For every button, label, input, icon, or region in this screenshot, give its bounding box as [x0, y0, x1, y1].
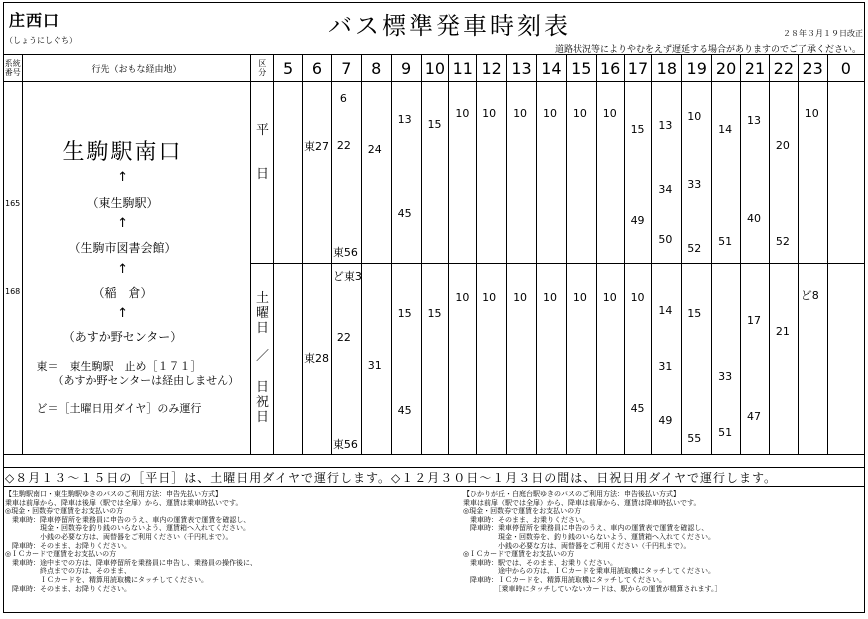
cell-weekday-19 [682, 82, 712, 264]
cell-weekday-11 [449, 82, 477, 264]
route-cell [4, 82, 23, 455]
minute: 21 [775, 325, 790, 338]
cell-weekday-13 [507, 82, 537, 264]
minute: 10 [572, 291, 587, 304]
fare-instructions-left: 【生駒駅南口・東生駒駅ゆきのバスのご利用方法：申告先払い方式】 乗車は前扉から、降車は後扉（駅では全扉）から、運賃は乗車時払いです。 ◎現金・回数券で運賃をお支払いの方 乗車時：降車停留所を乗務員に申告のうえ、車内の運賃表で運賃を確認し、 現金・回数券を釣り銭のいらないよう、運賃箱へ入れてください。 小銭の必要な方は、両替器をご利用ください（千円札まで）。 降車時：そのまま、お降りください。 ◎ＩＣカードで運賃をお支払いの方 乗車時：途中までの方は、降車停留所を乗務員に申告し、乗務員の操作後に、 終点までの方は、そのまま、 ＩＣカードを、精算用読取機にタッチしてください。 降車時：そのまま、お降りください。 [5, 490, 257, 593]
minute: ど8 [800, 289, 819, 302]
hour-16: 16 [596, 55, 624, 82]
minute: 東28 [303, 352, 329, 365]
minute: 10 [513, 107, 528, 120]
kubun-char: 日 [255, 380, 269, 395]
hour-13: 13 [507, 55, 537, 82]
cell-holiday-11 [449, 264, 477, 455]
stop-name: 庄西口 [9, 11, 61, 30]
minute: 22 [336, 331, 351, 344]
cell-weekday-21 [741, 82, 770, 264]
kubun-header: 区 分 [251, 55, 274, 82]
minute: 10 [455, 107, 470, 120]
route-number: 165 [5, 199, 21, 208]
minute: 52 [775, 235, 790, 248]
timetable-sheet [3, 2, 865, 615]
minute: 10 [513, 291, 528, 304]
cell-holiday-8 [361, 264, 391, 455]
minute: 33 [718, 370, 733, 383]
cell-weekday-6 [302, 82, 331, 264]
minute: 15 [427, 307, 442, 320]
minute: 17 [747, 314, 762, 327]
kubun-char: 土 [255, 291, 269, 306]
cell-holiday-14 [536, 264, 566, 455]
hour-8: 8 [361, 55, 391, 82]
minute: 10 [482, 291, 497, 304]
minute: 6 [339, 92, 347, 105]
hour-22: 22 [769, 55, 798, 82]
minute: 15 [427, 118, 442, 131]
minute: 52 [687, 242, 702, 255]
cell-holiday-10 [421, 264, 449, 455]
kubun-char: 平 [255, 123, 269, 138]
holiday-schedule-banner: ◇８月１３～１５日の［平日］は、土曜日用ダイヤで運行します。◇１２月３０日～１月３日の間は、日祝日用ダイヤで運行します。 [3, 467, 865, 487]
destination-main: 生駒駅南口 [62, 140, 183, 165]
legend-note: （あすか野センターは経由しません） [52, 374, 240, 387]
cell-weekday-23 [798, 82, 827, 264]
minute: 31 [367, 359, 382, 372]
revision-date: ２８年３月１９日改正 [783, 29, 863, 38]
cell-holiday-6 [302, 264, 331, 455]
cell-holiday-17 [624, 264, 652, 455]
destination-cell [22, 82, 251, 455]
kubun-char: 日 [255, 321, 269, 336]
kubun-char: ／ [255, 349, 269, 364]
cell-holiday-13 [507, 264, 537, 455]
cell-holiday-7 [331, 264, 361, 455]
minute: ど東3 [332, 270, 362, 283]
minute: 14 [718, 123, 733, 136]
route-number-header: 系統 番号 [4, 55, 23, 82]
minute: 10 [542, 107, 557, 120]
hour-15: 15 [566, 55, 596, 82]
cell-weekday-18 [652, 82, 682, 264]
kubun-char: 日 [255, 167, 269, 182]
kubun-char: 日 [255, 410, 269, 425]
hour-7: 7 [331, 55, 361, 82]
via-stop: （稲 倉） [92, 286, 153, 300]
minute: 13 [747, 114, 762, 127]
cell-holiday-18 [652, 264, 682, 455]
cell-weekday-9 [391, 82, 421, 264]
cell-holiday-15 [566, 264, 596, 455]
arrow-icon: ↑ [117, 170, 128, 185]
legend-note: 東＝ 東生駒駅 止め［１７１］ [36, 360, 202, 373]
hour-18: 18 [652, 55, 682, 82]
kubun-char: 祝 [255, 395, 269, 410]
minute: 13 [658, 119, 673, 132]
minute: 10 [542, 291, 557, 304]
cell-holiday-21 [741, 264, 770, 455]
kubun-char: 曜 [255, 306, 269, 321]
cell-weekday-10 [421, 82, 449, 264]
cell-weekday-5 [274, 82, 303, 264]
minute: 10 [804, 107, 819, 120]
cell-weekday-20 [712, 82, 741, 264]
minute: 49 [658, 414, 673, 427]
cell-holiday-16 [596, 264, 624, 455]
minute: 14 [658, 304, 673, 317]
minute: 45 [630, 402, 645, 415]
fare-instructions-right: 【ひかりが丘・白庭台駅ゆきのバスのご利用方法：申告後払い方式】 乗車は前扉（駅では全扉）から、降車は前扉から、運賃は降車時払いです。 ◎現金・回数券で運賃をお支払いの方 乗車時：そのまま、お乗りください。 降車時：乗車停留所を乗務員に申告のうえ、車内の運賃表で運賃を確認し、 現金・回数券を、釣り銭のいらないよう、運賃箱へ入れてください。 小銭の必要な方は、両替器をご利用ください（千円札まで）。 ◎ＩＣカードで運賃をお支払いの方 乗車時：駅では、そのまま、お乗りください。 途中からの方は、ＩＣカードを乗車用読取機にタッチしてください。 降車時：ＩＣカードを、精算用読取機にタッチしてください。 ［乗車時にタッチしていないカードは、駅からの運賃が精算されます。］ [463, 490, 722, 593]
cell-holiday-9 [391, 264, 421, 455]
timetable-header [3, 2, 865, 55]
cell-holiday-12 [477, 264, 507, 455]
cell-weekday-0 [827, 82, 864, 264]
minute: 15 [687, 307, 702, 320]
minute: 東56 [332, 438, 358, 451]
minute: 10 [687, 110, 702, 123]
cell-weekday-7 [331, 82, 361, 264]
via-stop: （生駒市図書会館） [68, 241, 177, 255]
hour-17: 17 [624, 55, 652, 82]
cell-holiday-22 [769, 264, 798, 455]
minute: 49 [630, 214, 645, 227]
minute: 55 [687, 432, 702, 445]
minute: 東56 [332, 246, 358, 259]
arrow-icon: ↑ [117, 216, 128, 231]
via-stop: （東生駒駅） [86, 196, 159, 210]
minute: 15 [397, 307, 412, 320]
destination-header: 行先（おもな経由地） [22, 55, 251, 82]
minute: 47 [747, 410, 762, 423]
kubun-weekday [251, 82, 274, 264]
cell-weekday-16 [596, 82, 624, 264]
cell-weekday-15 [566, 82, 596, 264]
minute: 15 [630, 123, 645, 136]
minute: 33 [687, 178, 702, 191]
hour-19: 19 [682, 55, 712, 82]
minute: 31 [658, 360, 673, 373]
hour-12: 12 [477, 55, 507, 82]
hour-11: 11 [449, 55, 477, 82]
minute: 20 [775, 139, 790, 152]
minute: 45 [397, 207, 412, 220]
timetable-title: バス標準発車時刻表 [328, 12, 571, 40]
cell-holiday-20 [712, 264, 741, 455]
minute: 34 [658, 183, 673, 196]
cell-weekday-8 [361, 82, 391, 264]
stop-reading: （しょうにしぐち） [5, 36, 77, 45]
minute: 22 [336, 139, 351, 152]
minute: 24 [367, 143, 382, 156]
minute: 10 [482, 107, 497, 120]
cell-holiday-19 [682, 264, 712, 455]
hour-23: 23 [798, 55, 827, 82]
minute: 45 [397, 404, 412, 417]
hour-9: 9 [391, 55, 421, 82]
cell-holiday-5 [274, 264, 303, 455]
arrow-icon: ↑ [117, 306, 128, 321]
delay-notice: 道路状況等によりやむをえず遅延する場合がありますのでご了承ください。 [554, 45, 861, 55]
minute: 40 [747, 212, 762, 225]
minute: 東27 [303, 140, 329, 153]
hour-21: 21 [741, 55, 770, 82]
weekday-row [4, 82, 865, 264]
hour-0: 0 [827, 55, 864, 82]
hour-header-row [4, 55, 865, 82]
legend-note: ど＝［土曜日用ダイヤ］のみ運行 [36, 402, 202, 415]
arrow-icon: ↑ [117, 262, 128, 277]
hour-14: 14 [536, 55, 566, 82]
cell-weekday-14 [536, 82, 566, 264]
minute: 10 [572, 107, 587, 120]
minute: 51 [718, 426, 733, 439]
hour-6: 6 [302, 55, 331, 82]
via-stop: （あすか野センター） [62, 330, 183, 344]
cell-holiday-23 [798, 264, 827, 455]
minute: 51 [718, 235, 733, 248]
timetable-grid [3, 54, 865, 455]
minute: 10 [455, 291, 470, 304]
cell-holiday-0 [827, 264, 864, 455]
kubun-holiday [251, 264, 274, 455]
minute: 10 [602, 107, 617, 120]
hour-20: 20 [712, 55, 741, 82]
minute: 13 [397, 113, 412, 126]
route-number: 168 [5, 287, 21, 296]
cell-weekday-22 [769, 82, 798, 264]
minute: 10 [602, 291, 617, 304]
cell-weekday-17 [624, 82, 652, 264]
minute: 10 [630, 291, 645, 304]
cell-weekday-12 [477, 82, 507, 264]
hour-5: 5 [274, 55, 303, 82]
hour-10: 10 [421, 55, 449, 82]
minute: 50 [658, 233, 673, 246]
